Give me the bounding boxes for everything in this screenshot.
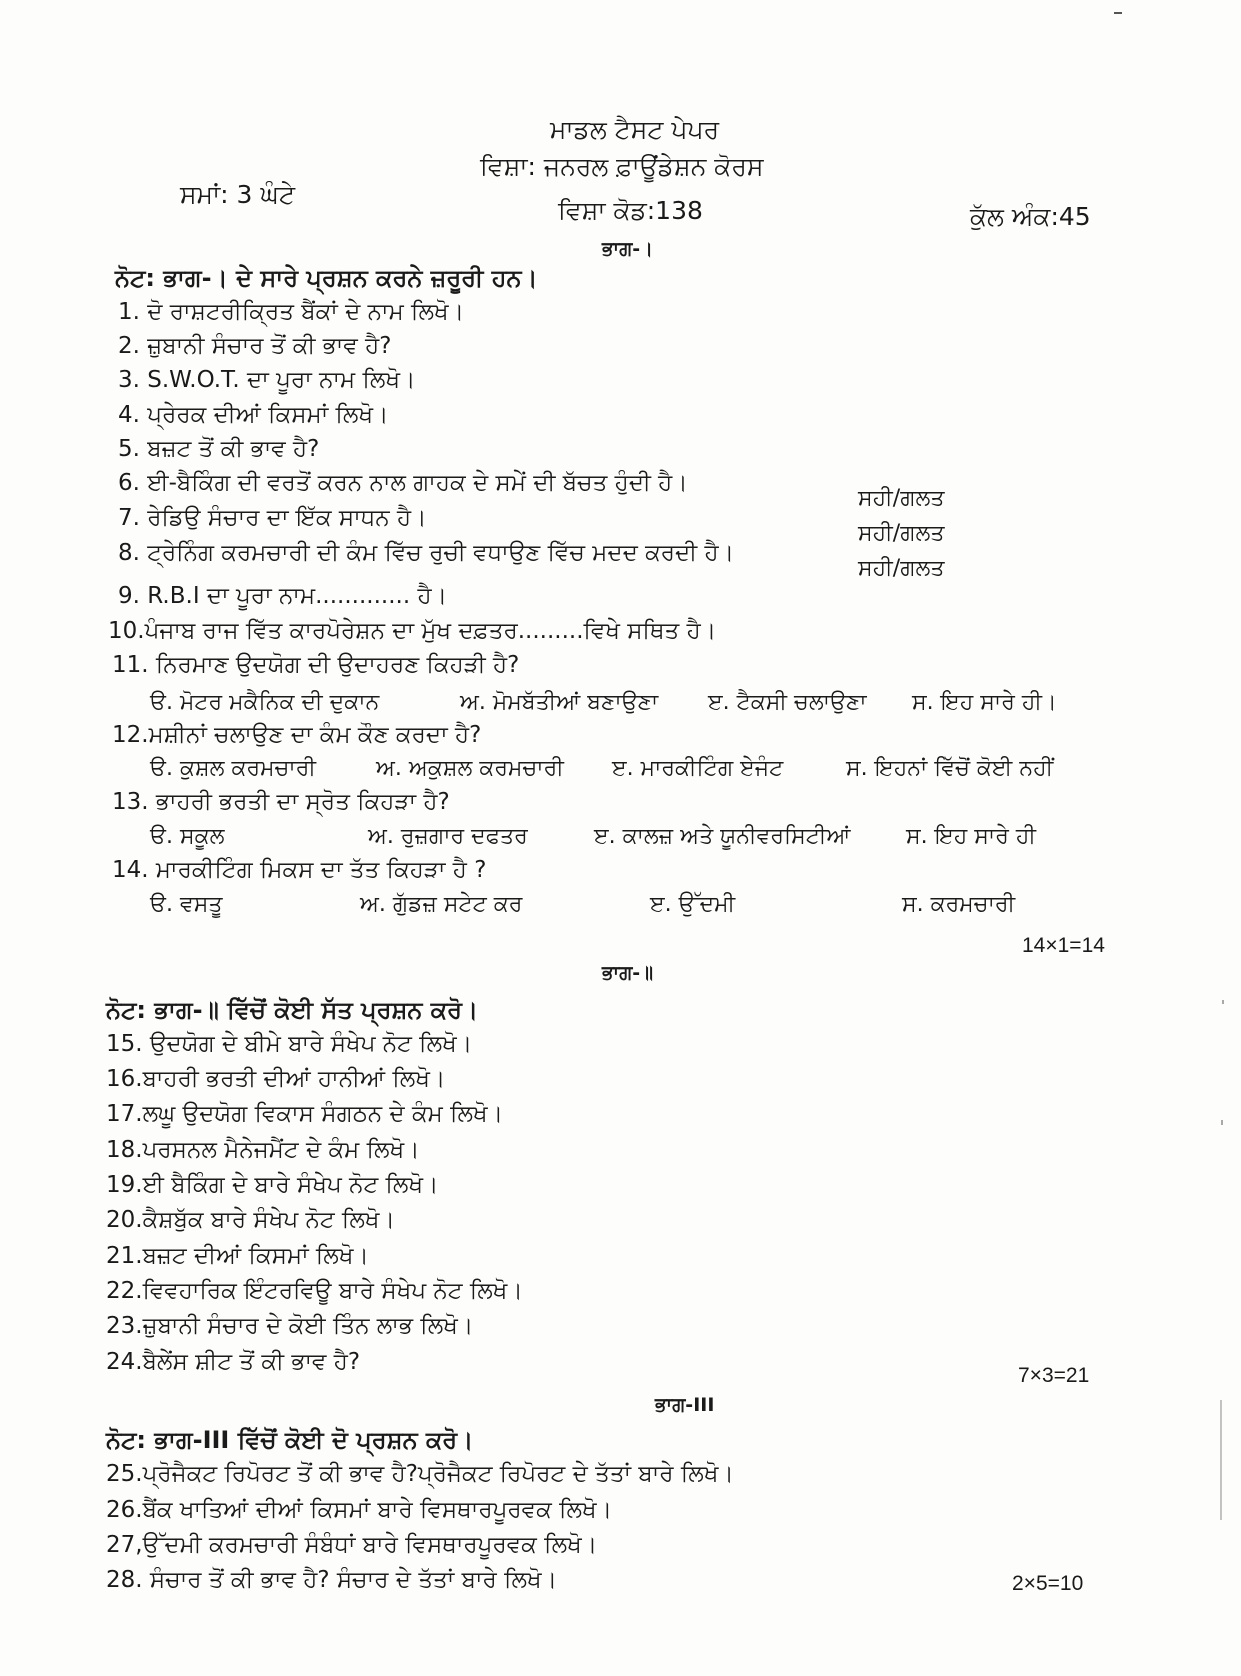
question: 15. ਉਦਯੋਗ ਦੇ ਬੀਮੇ ਬਾਰੇ ਸੰਖੇਪ ਨੋਟ ਲਿਖੋ। [106, 1031, 473, 1057]
true-false-label: ਸਹੀ/ਗਲਤ [858, 521, 945, 546]
question: 22.ਵਿਵਹਾਰਿਕ ਇੰਟਰਵਿਊ ਬਾਰੇ ਸੰਖੇਪ ਨੋਟ ਲਿਖੋ। [106, 1278, 523, 1304]
question: 25.ਪ੍ਰੋਜੈਕਟ ਰਿਪੋਰਟ ਤੋਂ ਕੀ ਭਾਵ ਹੈ?ਪ੍ਰੋਜੈਕਟ ਰਿਪੋਰਟ ਦੇ ਤੱਤਾਂ ਬਾਰੇ ਲਿਖੋ। [106, 1461, 734, 1487]
total-marks: ਕੁੱਲ ਅੰਕ:45 [970, 202, 1091, 231]
subject-code: ਵਿਸ਼ਾ ਕੋਡ:138 [558, 196, 703, 225]
question: 6. ਈ-ਬੈਕਿੰਗ ਦੀ ਵਰਤੋਂ ਕਰਨ ਨਾਲ ਗਾਹਕ ਦੇ ਸਮੇਂ ਦੀ ਬੱਚਤ ਹੁੰਦੀ ਹੈ। [118, 470, 688, 496]
option: ਸ. ਕਰਮਚਾਰੀ [902, 892, 1016, 917]
question: 21.ਬਜ਼ਟ ਦੀਆਂ ਕਿਸਮਾਂ ਲਿਖੋ। [106, 1243, 369, 1269]
question: 19.ਈ ਬੈਕਿੰਗ ਦੇ ਬਾਰੇ ਸੰਖੇਪ ਨੋਟ ਲਿਖੋ। [106, 1172, 439, 1198]
question: 5. ਬਜ਼ਟ ਤੋਂ ਕੀ ਭਾਵ ਹੈ? [118, 436, 320, 462]
option: ੳ. ਕੁਸ਼ਲ ਕਰਮਚਾਰੀ [150, 756, 316, 781]
scan-artifact [1114, 12, 1122, 14]
part3-heading: ਭਾਗ-III [655, 1394, 715, 1416]
question: 16.ਬਾਹਰੀ ਭਰਤੀ ਦੀਆਂ ਹਾਨੀਆਂ ਲਿਖੋ। [106, 1066, 446, 1092]
question: 1. ਦੋ ਰਾਸ਼ਟਰੀਕ੍ਰਿਤ ਬੈਂਕਾਂ ਦੇ ਨਾਮ ਲਿਖੋ। [118, 299, 465, 325]
true-false-label: ਸਹੀ/ਗਲਤ [858, 486, 945, 511]
question: 24.ਬੈਲੇਂਸ ਸ਼ੀਟ ਤੋਂ ਕੀ ਭਾਵ ਹੈ? [106, 1349, 361, 1375]
option: ਸ. ਇਹਨਾਂ ਵਿੱਚੋਂ ਕੋਈ ਨਹੀਂ [846, 756, 1054, 781]
option: ੲ. ਮਾਰਕੀਟਿੰਗ ਏਜੰਟ [612, 756, 784, 781]
part3-note: ਨੋਟ: ਭਾਗ-III ਵਿੱਚੋਂ ਕੋਈ ਦੋ ਪ੍ਰਸ਼ਨ ਕਰੋ। [106, 1426, 474, 1454]
option: ਅ. ਗੁੱਡਜ਼ ਸਟੇਟ ਕਰ [360, 892, 523, 917]
question: 3. S.W.O.T. ਦਾ ਪੂਰਾ ਨਾਮ ਲਿਖੋ। [118, 367, 416, 393]
option: ਅ. ਰੁਜ਼ਗਾਰ ਦਫਤਰ [368, 824, 528, 849]
question: 27,ਉੱਦਮੀ ਕਰਮਚਾਰੀ ਸੰਬੰਧਾਂ ਬਾਰੇ ਵਿਸਥਾਰਪੂਰਵਕ ਲਿਖੋ। [106, 1532, 598, 1558]
option: ੲ. ਕਾਲਜ਼ ਅਤੇ ਯੂਨੀਵਰਸਿਟੀਆਂ [594, 824, 851, 849]
part2-note: ਨੋਟ: ਭਾਗ-॥ ਵਿੱਚੋਂ ਕੋਈ ਸੱਤ ਪ੍ਰਸ਼ਨ ਕਰੋ। [106, 996, 479, 1024]
option: ਸ. ਇਹ ਸਾਰੇ ਹੀ [906, 824, 1036, 849]
question: 4. ਪ੍ਰੇਰਕ ਦੀਆਂ ਕਿਸਮਾਂ ਲਿਖੋ। [118, 402, 389, 428]
question: 20.ਕੈਸ਼ਬੁੱਕ ਬਾਰੇ ਸੰਖੇਪ ਨੋਟ ਲਿਖੋ। [106, 1207, 395, 1233]
question: 11. ਨਿਰਮਾਣ ਉਦਯੋਗ ਦੀ ਉਦਾਹਰਣ ਕਿਹੜੀ ਹੈ? [112, 652, 520, 678]
question: 18.ਪਰਸਨਲ ਮੈਨੇਜਮੈਂਟ ਦੇ ਕੰਮ ਲਿਖੋ। [106, 1137, 420, 1163]
option: ੲ. ਟੈਕਸੀ ਚਲਾਉਣਾ [708, 690, 867, 715]
part2-heading: ਭਾਗ-॥ [602, 962, 653, 984]
question: 8. ਟ੍ਰੇਨਿੰਗ ਕਰਮਚਾਰੀ ਦੀ ਕੰਮ ਵਿੱਚ ਰੁਚੀ ਵਧਾਉਣ ਵਿੱਚ ਮਦਦ ਕਰਦੀ ਹੈ। [118, 540, 735, 566]
question: 7. ਰੇਡਿਉ ਸੰਚਾਰ ਦਾ ਇੱਕ ਸਾਧਨ ਹੈ। [118, 505, 427, 531]
question: 10.ਪੰਜਾਬ ਰਾਜ ਵਿੱਤ ਕਾਰਪੋਰੇਸ਼ਨ ਦਾ ਮੁੱਖ ਦਫ਼ਤਰ.........ਵਿਖੇ ਸਥਿਤ ਹੈ। [108, 618, 717, 644]
option: ੳ. ਸਕੂਲ [150, 824, 225, 849]
question: 9. R.B.I ਦਾ ਪੂਰਾ ਨਾਮ............. ਹੈ। [118, 583, 448, 609]
question: 14. ਮਾਰਕੀਟਿੰਗ ਮਿਕਸ ਦਾ ਤੱਤ ਕਿਹੜਾ ਹੈ ? [112, 857, 487, 883]
part1-heading: ਭਾਗ-। [602, 238, 653, 260]
option: ੲ. ਉੱਦਮੀ [650, 892, 736, 917]
question: 2. ਜ਼ੁਬਾਨੀ ਸੰਚਾਰ ਤੋਂ ਕੀ ਭਾਵ ਹੈ? [118, 333, 392, 359]
option: ਅ. ਮੋਮਬੱਤੀਆਂ ਬਣਾਉਣਾ [460, 690, 659, 715]
question: 13. ਭਾਹਰੀ ਭਰਤੀ ਦਾ ਸ੍ਰੋਤ ਕਿਹੜਾ ਹੈ? [112, 789, 450, 815]
option: ੳ. ਮੋਟਰ ਮਕੈਨਿਕ ਦੀ ਦੁਕਾਨ [150, 690, 380, 715]
scan-artifact [1221, 1120, 1223, 1125]
paper-time: ਸਮਾਂ: 3 ਘੰਟੇ [180, 180, 296, 209]
question: 17.ਲਘੂ ਉਦਯੋਗ ਵਿਕਾਸ ਸੰਗਠਨ ਦੇ ਕੰਮ ਲਿਖੋ। [106, 1101, 504, 1127]
part1-note: ਨੋਟ: ਭਾਗ-। ਦੇ ਸਾਰੇ ਪ੍ਰਸ਼ਨ ਕਰਨੇ ਜ਼ਰੂਰੀ ਹਨ। [115, 264, 538, 292]
part1-marks: 14×1=14 [1022, 934, 1105, 957]
question: 28. ਸੰਚਾਰ ਤੋਂ ਕੀ ਭਾਵ ਹੈ? ਸੰਚਾਰ ਦੇ ਤੱਤਾਂ ਬਾਰੇ ਲਿਖੋ। [106, 1567, 558, 1593]
option: ਅ. ਅਕੁਸ਼ਲ ਕਰਮਚਾਰੀ [376, 756, 564, 781]
part3-marks: 2×5=10 [1012, 1572, 1084, 1595]
scan-artifact [1222, 1000, 1224, 1004]
true-false-label: ਸਹੀ/ਗਲਤ [858, 556, 945, 581]
question: 26.ਬੈਂਕ ਖਾਤਿਆਂ ਦੀਆਂ ਕਿਸਮਾਂ ਬਾਰੇ ਵਿਸਥਾਰਪੂਰਵਕ ਲਿਖੋ। [106, 1497, 613, 1523]
option: ਸ. ਇਹ ਸਾਰੇ ਹੀ। [912, 690, 1057, 715]
scan-artifact [1220, 1400, 1222, 1520]
part2-marks: 7×3=21 [1018, 1364, 1090, 1387]
paper-subject: ਵਿਸ਼ਾ: ਜਨਰਲ ਫ਼ਾਊਂਡੇਸ਼ਨ ਕੋਰਸ [480, 152, 764, 181]
paper-title: ਮਾਡਲ ਟੈਸਟ ਪੇਪਰ [550, 115, 720, 144]
question: 12.ਮਸ਼ੀਨਾਂ ਚਲਾਉਣ ਦਾ ਕੰਮ ਕੌਣ ਕਰਦਾ ਹੈ? [112, 722, 482, 748]
question: 23.ਜ਼ੁਬਾਨੀ ਸੰਚਾਰ ਦੇ ਕੋਈ ਤਿੰਨ ਲਾਭ ਲਿਖੋ। [106, 1313, 474, 1339]
option: ੳ. ਵਸਤੂ [150, 892, 223, 917]
